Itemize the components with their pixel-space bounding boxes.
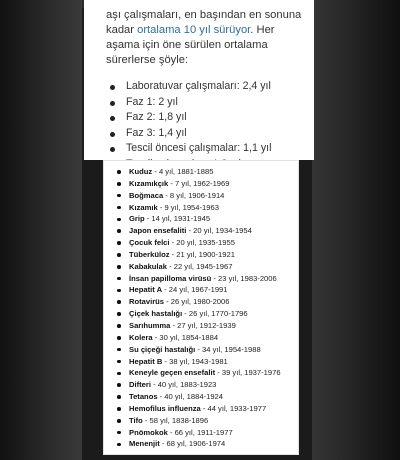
vaccine-name: Kuduz: [129, 167, 153, 176]
vaccine-detail: - 4 yıl, 1881-1885: [152, 167, 214, 176]
vaccine-name: Çiçek hastalığı: [129, 309, 183, 319]
bullet-icon: [110, 85, 115, 90]
bullet-icon: [117, 277, 121, 281]
vaccine-name: Kabakulak: [129, 261, 167, 271]
vaccine-detail: - 68 yıl, 1906-1974: [159, 439, 226, 449]
bullet-icon: [117, 265, 121, 269]
vaccine-item: [116, 284, 281, 296]
right-background: [312, 0, 400, 460]
vaccine-detail: - 22 yıl, 1945-1967: [167, 261, 233, 271]
bullet-icon: [117, 383, 121, 387]
vaccine-item: [116, 213, 281, 225]
vaccine-item: [116, 367, 281, 379]
vaccine-item: [116, 249, 281, 261]
vaccine-item: [116, 427, 281, 439]
vaccine-name: Keneyle geçen ensefalit: [129, 368, 216, 378]
bullet-icon: [117, 395, 121, 399]
vaccine-detail: - 20 yıl, 1934-1954: [186, 226, 252, 236]
vaccine-detail: - 9 yıl, 1954-1963: [157, 202, 219, 212]
vaccine-name: Tetanos: [129, 392, 158, 402]
vaccine-item: [116, 356, 281, 368]
stage-list: [110, 79, 310, 172]
bullet-icon: [117, 407, 121, 411]
vaccine-item: [116, 332, 281, 344]
vaccine-name: Tüberküloz: [129, 249, 170, 259]
bullet-icon: [117, 372, 121, 376]
vaccine-name: Tifo: [129, 415, 143, 425]
list-item: Tescil öncesi çalışmalar: 1,1 yıl: [110, 141, 310, 157]
vaccine-detail: - 21 yıl, 1900-1921: [169, 249, 235, 259]
vaccine-item: [116, 320, 281, 332]
bullet-icon: [117, 289, 121, 293]
bullet-icon: [117, 419, 121, 423]
bullet-icon: [117, 206, 121, 210]
bullet-icon: [117, 170, 121, 174]
intro-text-rest: . Her aşama için öne sürülen ortalama sürerlerse şöyle:: [106, 24, 275, 66]
list-item: Laboratuvar çalışmaları: 2,4 yıl: [110, 79, 310, 95]
article-section: [84, 0, 314, 160]
bullet-icon: [117, 182, 121, 186]
vaccine-item: [116, 225, 281, 237]
vaccine-item: [116, 438, 281, 450]
vaccine-name: Hemofilus influenza: [129, 403, 201, 413]
vaccine-item: [116, 178, 281, 190]
vaccine-detail: - 44 yıl, 1933-1977: [200, 403, 267, 413]
intro-paragraph: [106, 8, 306, 68]
vaccine-item: [116, 403, 281, 415]
vaccine-item: [116, 261, 281, 273]
vaccine-name: Difteri: [129, 380, 151, 390]
list-item: Faz 3: 1,4 yıl: [110, 126, 310, 142]
vaccine-detail: - 23 yıl, 1983-2006: [211, 273, 277, 283]
bullet-icon: [117, 218, 121, 222]
vaccine-detail: - 66 yıl, 1911-1977: [167, 427, 233, 437]
vaccine-item: [116, 308, 281, 320]
vaccine-detail: - 39 yıl, 1937-1976: [215, 368, 281, 378]
vaccine-detail: - 27 yıl, 1912-1939: [170, 320, 236, 330]
vaccine-item: [116, 391, 281, 403]
bullet-icon: [110, 147, 115, 152]
vaccine-name: Kızamık: [129, 202, 158, 212]
intro-text: aşı çalışmaları, en başından en sonuna kadar: [106, 9, 302, 36]
vaccine-detail: - 58 yıl, 1838-1896: [142, 415, 209, 425]
vaccine-name: Su çiçeği hastalığı: [129, 344, 196, 354]
vaccine-item: [116, 202, 281, 214]
duration-link[interactable]: ortalama 10 yıl sürüyor: [137, 24, 251, 36]
vaccine-item: [116, 344, 281, 356]
bullet-icon: [117, 348, 121, 352]
bullet-icon: [117, 229, 121, 233]
vaccine-item: [116, 237, 281, 249]
vaccine-item: [116, 379, 281, 391]
vaccine-name: Japon ensefaliti: [129, 226, 187, 236]
list-item: Faz 2: 1,8 yıl: [110, 110, 310, 126]
bullet-icon: [110, 132, 115, 137]
vaccine-detail: - 7 yıl, 1962-1969: [168, 178, 230, 188]
vaccine-name: Kolera: [129, 332, 153, 342]
vaccine-detail: - 14 yıl, 1931-1945: [144, 214, 211, 224]
vaccine-name: Sarıhumma: [129, 320, 171, 330]
vaccine-name: Hepatit B: [129, 356, 163, 366]
vaccine-item: [116, 190, 281, 202]
vaccine-name: Çocuk felci: [129, 238, 170, 248]
vaccine-item: [116, 415, 281, 427]
vaccine-detail: - 20 yıl, 1935-1955: [169, 238, 235, 248]
vaccine-name: Menenjit: [129, 439, 160, 449]
vaccine-name: Kızamıkçık: [129, 178, 169, 188]
vaccine-item: [116, 296, 281, 308]
bullet-icon: [117, 443, 121, 447]
vaccine-detail: - 34 yıl, 1954-1988: [195, 344, 261, 354]
vaccine-name: Hepatit A: [129, 285, 163, 295]
vaccine-detail: - 40 yıl, 1884-1924: [157, 392, 223, 402]
vaccine-name: Grip: [129, 214, 145, 224]
bullet-icon: [117, 431, 121, 435]
bullet-icon: [117, 194, 121, 198]
bullet-icon: [117, 312, 121, 316]
bullet-icon: [117, 336, 121, 340]
vaccine-name: Pnömokok: [129, 427, 168, 437]
vaccine-detail: - 26 yıl, 1980-2006: [164, 297, 230, 307]
vaccine-name: Rotavirüs: [129, 297, 165, 307]
vaccine-detail: - 30 yıl, 1854-1884: [152, 332, 219, 342]
vaccine-detail: - 24 yıl, 1967-1991: [162, 285, 228, 295]
list-item: Faz 1: 2 yıl: [110, 95, 310, 111]
left-background: [0, 0, 82, 460]
vaccine-item: [116, 273, 281, 285]
bullet-icon: [110, 101, 115, 106]
bullet-icon: [110, 116, 115, 121]
bullet-icon: [117, 253, 121, 257]
bullet-icon: [117, 324, 121, 328]
vaccine-name: Boğmaca: [129, 190, 164, 200]
vaccine-detail: - 8 yıl, 1906-1914: [163, 190, 225, 200]
vaccine-item: [116, 166, 281, 178]
vaccine-detail: - 40 yıl, 1883-1923: [150, 380, 217, 390]
bullet-icon: [117, 360, 121, 364]
vaccine-detail: - 26 yıl, 1770-1796: [182, 309, 248, 319]
bullet-icon: [117, 241, 121, 245]
bullet-icon: [117, 300, 121, 304]
vaccine-card: [104, 161, 298, 454]
vaccine-detail: - 38 yıl, 1943-1981: [162, 356, 228, 366]
vaccine-name: İnsan papilloma virüsü: [129, 273, 212, 283]
vaccine-list: [116, 166, 281, 450]
